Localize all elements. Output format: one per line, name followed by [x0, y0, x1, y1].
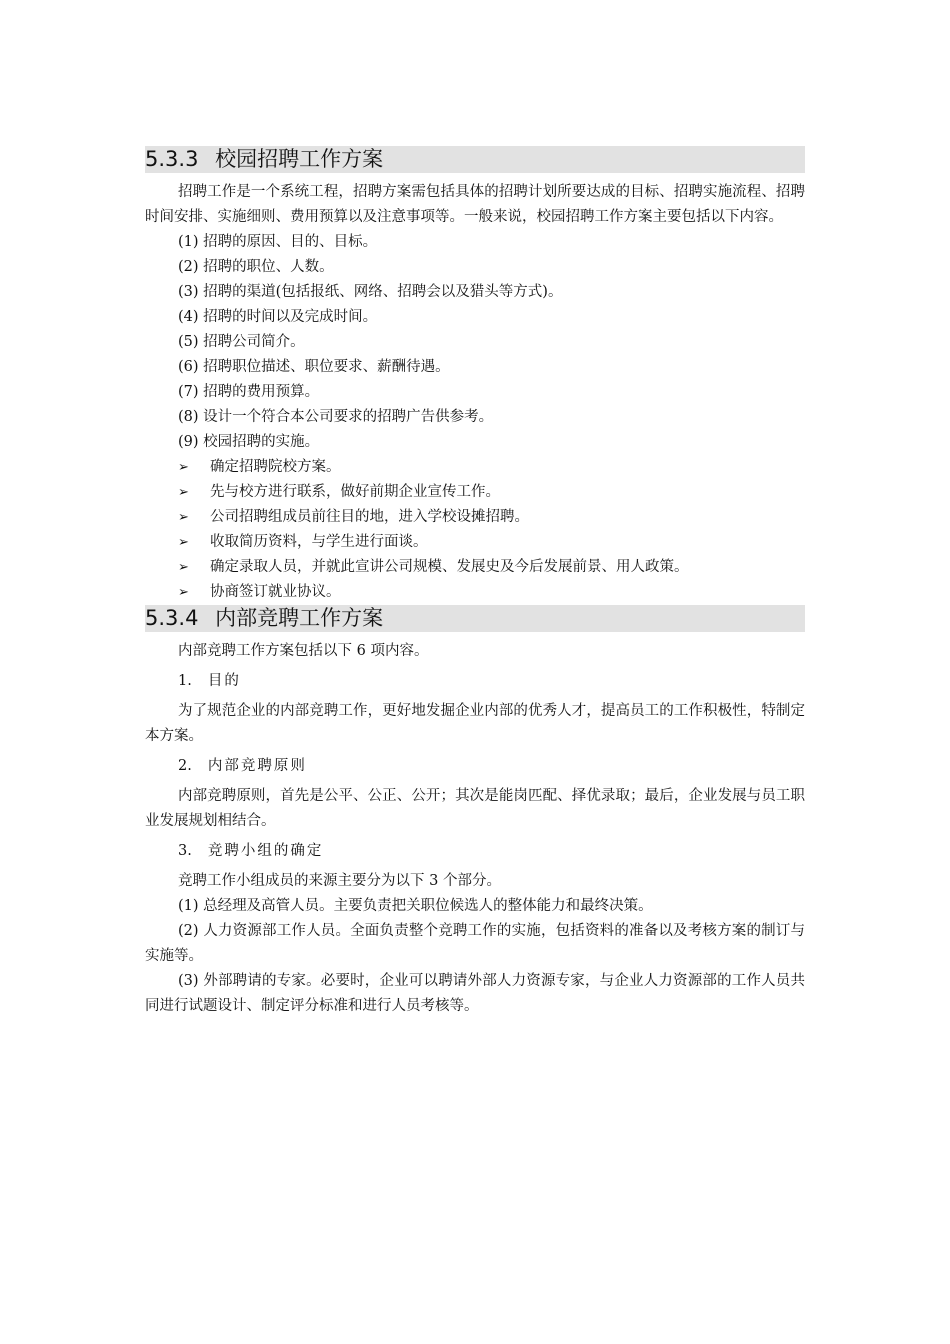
bullet-text: 确定录取人员，并就此宣讲公司规模、发展史及今后发展前景、用人政策。 [210, 559, 689, 575]
section-heading-campus-recruitment [145, 146, 805, 173]
paragraph: 内部竞聘原则，首先是公平、公正、公开；其次是能岗匹配、择优录取；最后，企业发展与员工职业发展规划相结合。 [145, 788, 805, 829]
arrow-bullet-icon: ➢ [178, 460, 189, 475]
paragraph: 竞聘工作小组成员的来源主要分为以下 3 个部分。 [178, 873, 501, 889]
section-number: 5.3.4 [145, 606, 199, 630]
list-item: (1) 招聘的原因、目的、目标。 [178, 234, 378, 250]
subsection-heading-team [145, 839, 805, 864]
section-title: 内部竞聘工作方案 [215, 606, 384, 630]
section-intro-paragraph: 内部竞聘工作方案包括以下 6 项内容。 [178, 643, 429, 659]
arrow-bullet-icon: ➢ [178, 560, 189, 575]
list-paragraph: (1) 总经理及高管人员。主要负责把关职位候选人的整体能力和最终决策。 [178, 898, 653, 914]
list-item: (5) 招聘公司简介。 [178, 334, 305, 350]
arrow-bullet-icon: ➢ [178, 585, 189, 600]
bullet-item [145, 505, 805, 530]
arrow-bullet-icon: ➢ [178, 510, 189, 525]
bullet-text: 协商签订就业协议。 [210, 584, 341, 600]
subsection-number: 1. [178, 673, 192, 689]
bullet-item [145, 580, 805, 605]
section-number: 5.3.3 [145, 147, 199, 171]
subsection-title: 目的 [207, 673, 241, 689]
list-item: (2) 招聘的职位、人数。 [178, 259, 334, 275]
bullet-text: 收取简历资料，与学生进行面谈。 [210, 534, 428, 550]
list-paragraph: (3) 外部聘请的专家。必要时，企业可以聘请外部人力资源专家，与企业人力资源部的工作人员共同进行试题设计、制定评分标准和进行人员考核等。 [145, 973, 805, 1014]
list-item: (7) 招聘的费用预算。 [178, 384, 320, 400]
paragraph: 为了规范企业的内部竞聘工作，更好地发掘企业内部的优秀人才，提高员工的工作积极性，特制定本方案。 [145, 703, 805, 744]
list-paragraph: (2) 人力资源部工作人员。全面负责整个竞聘工作的实施，包括资料的准备以及考核方案的制订与实施等。 [145, 923, 805, 964]
subsection-title: 内部竞聘原则 [207, 758, 307, 774]
arrow-bullet-icon: ➢ [178, 535, 189, 550]
bullet-text: 确定招聘院校方案。 [210, 459, 341, 475]
subsection-heading-purpose [145, 669, 805, 694]
subsection-number: 3. [178, 843, 192, 859]
list-item: (6) 招聘职位描述、职位要求、薪酬待遇。 [178, 359, 450, 375]
section-intro-paragraph: 招聘工作是一个系统工程，招聘方案需包括具体的招聘计划所要达成的目标、招聘实施流程、招聘时间安排、实施细则、费用预算以及注意事项等。一般来说，校园招聘工作方案主要包括以下内容。 [145, 184, 805, 225]
document-page [145, 146, 805, 1019]
bullet-text: 先与校方进行联系，做好前期企业宣传工作。 [210, 484, 500, 500]
bullet-item [145, 530, 805, 555]
subsection-heading-principles [145, 754, 805, 779]
bullet-item [145, 455, 805, 480]
bullet-item [145, 480, 805, 505]
list-item: (4) 招聘的时间以及完成时间。 [178, 309, 378, 325]
section-heading-internal-competition [145, 605, 805, 632]
bullet-item [145, 555, 805, 580]
section-title: 校园招聘工作方案 [215, 147, 384, 171]
subsection-number: 2. [178, 758, 192, 774]
arrow-bullet-icon: ➢ [178, 485, 189, 500]
list-item: (9) 校园招聘的实施。 [178, 434, 320, 450]
list-item: (8) 设计一个符合本公司要求的招聘广告供参考。 [178, 409, 494, 425]
subsection-title: 竞聘小组的确定 [207, 843, 324, 859]
list-item: (3) 招聘的渠道(包括报纸、网络、招聘会以及猎头等方式)。 [178, 284, 563, 300]
bullet-text: 公司招聘组成员前往目的地，进入学校设摊招聘。 [210, 509, 529, 525]
